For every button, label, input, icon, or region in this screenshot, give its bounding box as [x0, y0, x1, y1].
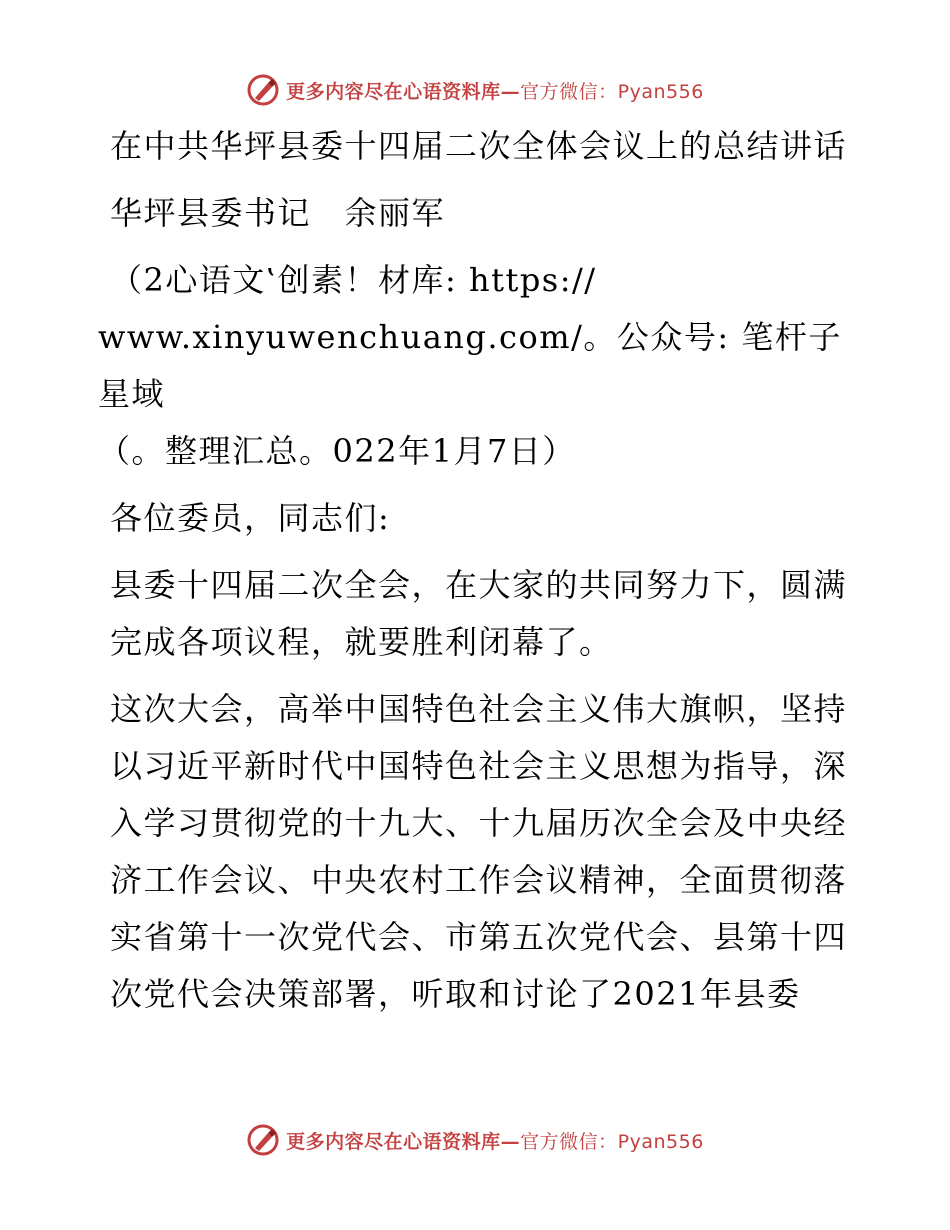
- banner-text: 更多内容尽在心语资料库—官方微信：Pyan556: [286, 80, 704, 103]
- document-paragraph-1: 县委十四届二次全会，在大家的共同努力下，圆满完成各项议程，就要胜利闭幕了。: [110, 566, 848, 661]
- document-body: [98, 118, 858, 1033]
- pen-logo-icon: [246, 73, 280, 107]
- document-source-line3: （。整理汇总。022年1月7日）: [98, 432, 576, 470]
- banner-wechat: 官方微信：Pyan556: [520, 80, 704, 103]
- banner-text: 更多内容尽在心语资料库—官方微信：Pyan556: [286, 1130, 704, 1153]
- header-banner: [0, 68, 950, 112]
- footer-banner: [0, 1118, 950, 1162]
- banner-wechat: 官方微信：Pyan556: [520, 1130, 704, 1153]
- document-author: 华坪县委书记 余丽军: [110, 194, 446, 232]
- document-greeting: 各位委员，同志们:: [110, 499, 391, 537]
- pen-logo-icon: [246, 1123, 280, 1157]
- document-source-line2: www.xinyuwenchuang.com/。公众号: 笔杆子星域: [98, 318, 842, 413]
- document-title: 在中共华坪县委十四届二次全体会议上的总结讲话: [110, 127, 848, 165]
- document-source-line1: （2心语文‛创素！材库: https://: [110, 261, 597, 299]
- document-paragraph-2: 这次大会，高举中国特色社会主义伟大旗帜，坚持以习近平新时代中国特色社会主义思想为指导，深入学习贯彻党的十九大、十九届历次全会及中央经济工作会议、中央农村工作会议精神，全面贯彻落实省第十一次党代会、市第五次党代会、县第十四次党代会决策部署，听取和讨论了2021年县委: [110, 690, 848, 1013]
